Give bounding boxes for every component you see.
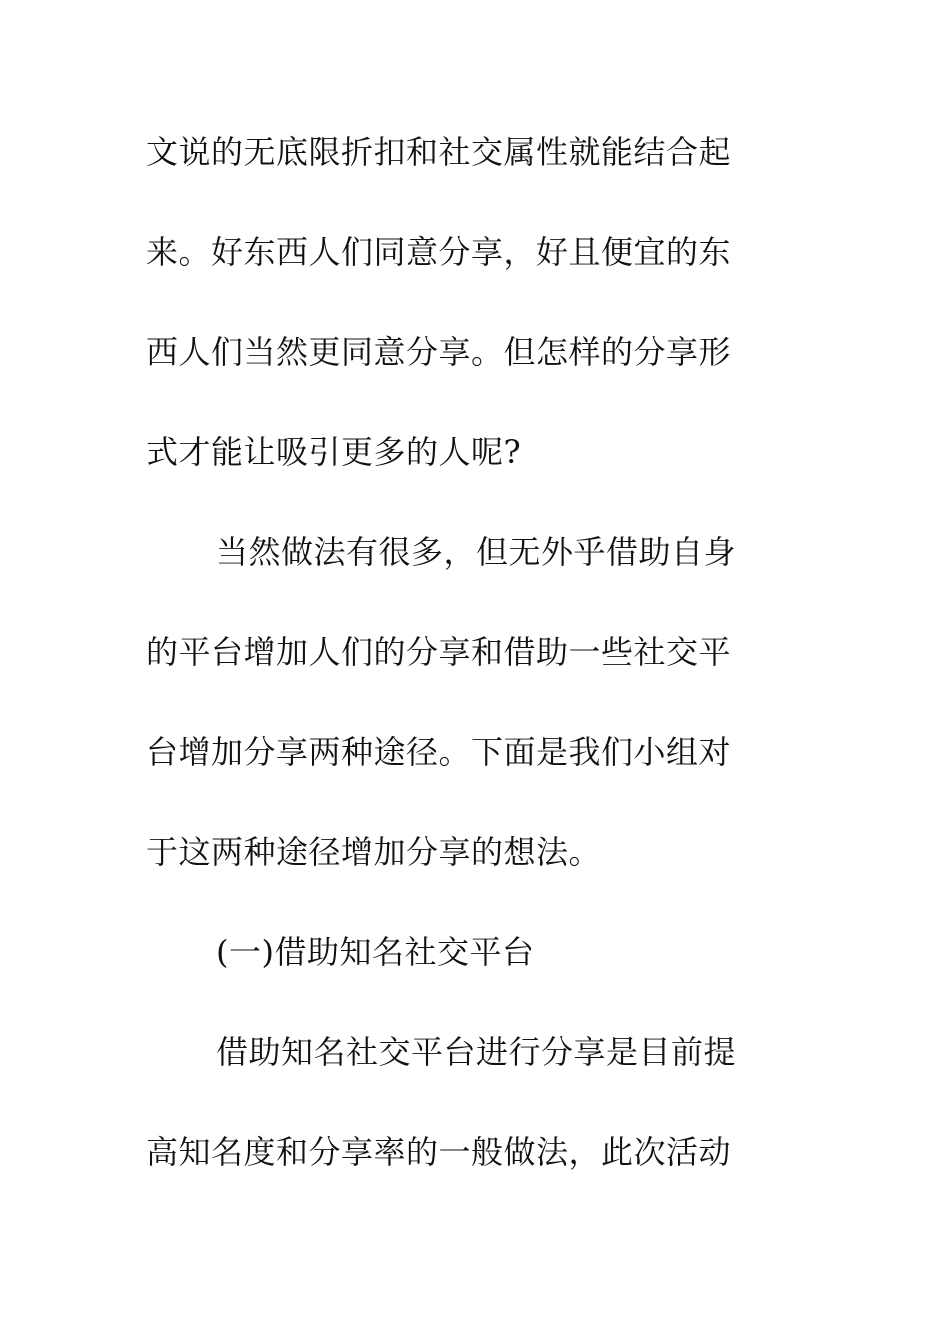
paragraph-line: 台增加分享两种途径。下面是我们小组对 — [146, 733, 732, 771]
paragraph-line: 于这两种途径增加分享的想法。 — [146, 833, 602, 871]
paragraph-line: 当然做法有很多，但无外乎借助自身 — [216, 533, 737, 571]
paragraph-line: 的平台增加人们的分享和借助一些社交平 — [146, 633, 732, 671]
paragraph-line: 文说的无底限折扣和社交属性就能结合起 — [146, 133, 732, 171]
paragraph-line: 来。好东西人们同意分享，好且便宜的东 — [146, 233, 732, 271]
paragraph-line: 西人们当然更同意分享。但怎样的分享形 — [146, 333, 732, 371]
paragraph-line: 借助知名社交平台进行分享是目前提 — [216, 1033, 737, 1071]
paragraph-line: 式才能让吸引更多的人呢? — [146, 433, 522, 471]
paragraph-line: 高知名度和分享率的一般做法，此次活动 — [146, 1133, 732, 1171]
section-heading: (一)借助知名社交平台 — [216, 933, 535, 971]
